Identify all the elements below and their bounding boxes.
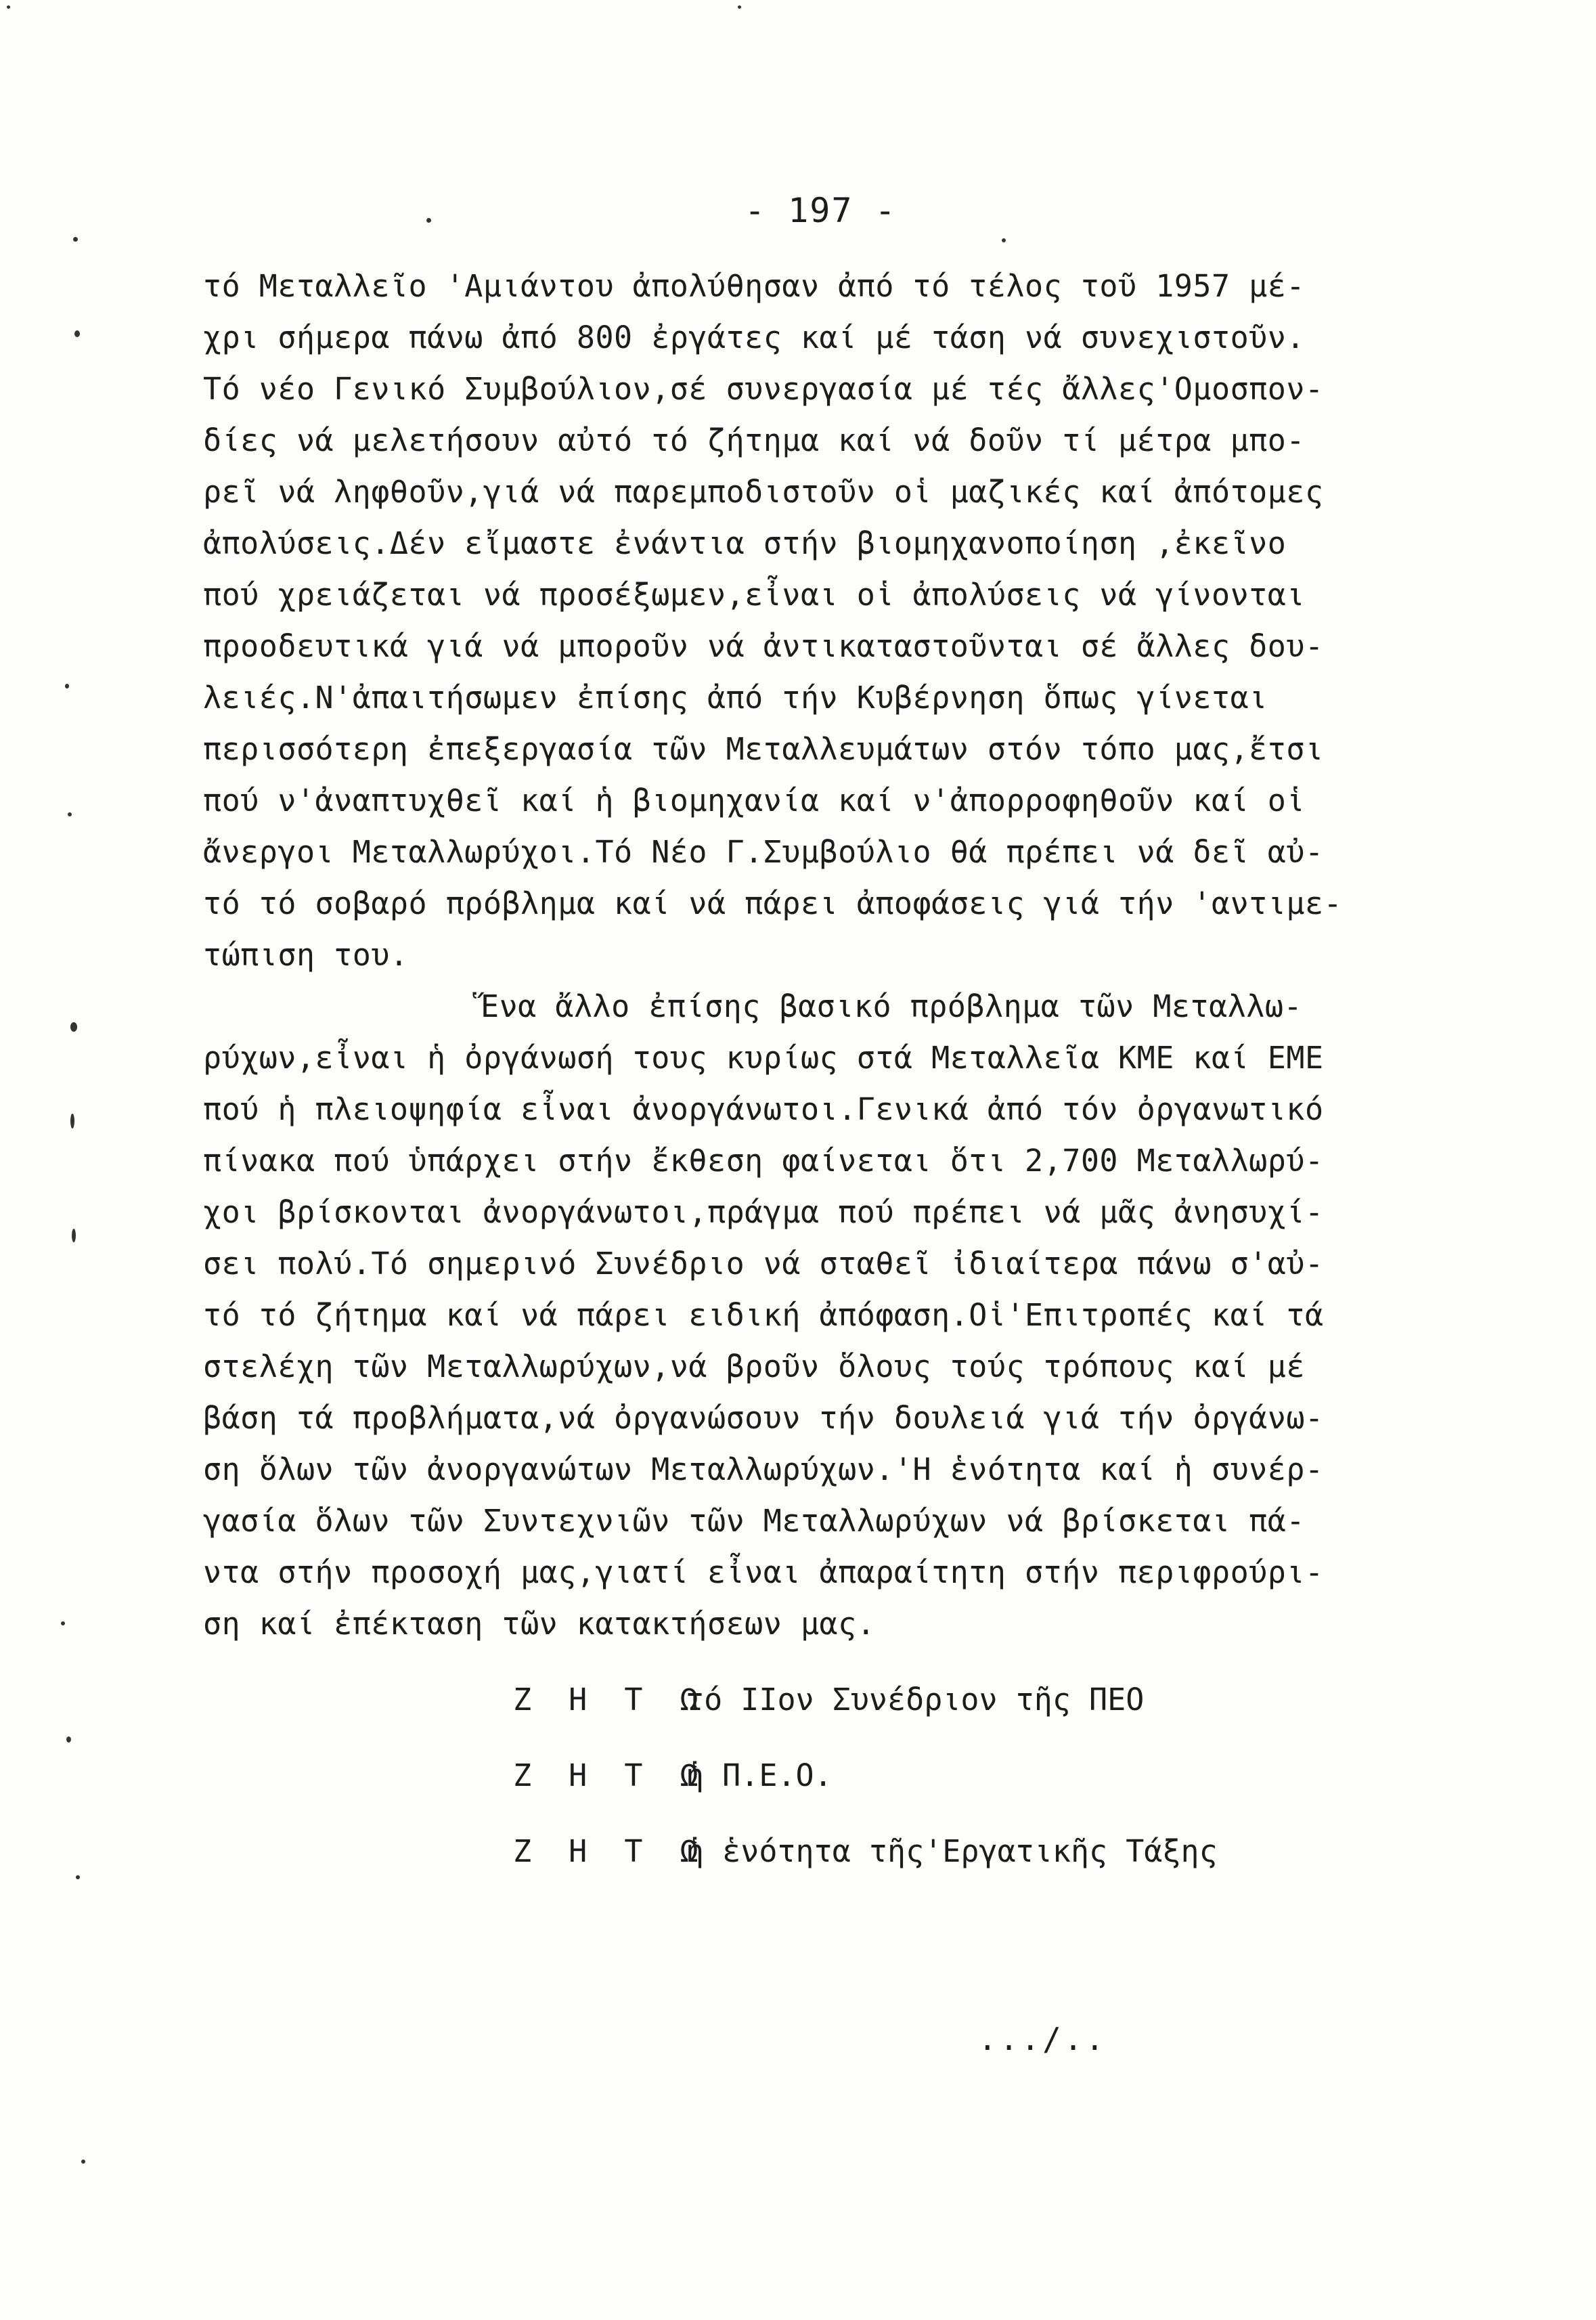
text-line: ση καί ἐπέκταση τῶν κατακτήσεων μας. [203,1606,876,1642]
text-line: σει πολύ.Τό σημερινό Συνέδριο νά σταθεῖ ἰδιαίτερα πάνω σ'αὐ- [203,1246,1324,1282]
text-line: ἀπολύσεις.Δέν εἴμαστε ἐνάντια στήν βιομηχανοποίηση ,ἐκεῖνο [203,525,1287,561]
slogan-text: ἡ ἑνότητα τῆς'Εργατικῆς Τάξης [686,1833,1218,1869]
text-line: περισσότερη ἐπεξεργασία τῶν Μεταλλευμάτων στόν τόπο μας,ἔτσι [203,731,1324,767]
slogan-line [513,1738,1218,1814]
slogan-zito: Ζ Η Τ Ω [513,1833,708,1869]
text-line: χρι σήμερα πάνω ἀπό 800 ἐργάτες καί μέ τάση νά συνεχιστοῦν. [203,320,1305,355]
text-line: τό τό ζήτημα καί νά πάρει ειδική ἀπόφαση.Οἱ'Επιτροπές καί τά [203,1297,1324,1333]
text-line: πού χρειάζεται νά προσέξωμεν,εἶναι οἱ ἀπολύσεις νά γίνονται [203,577,1305,613]
text-line: ντα στήν προσοχή μας,γιατί εἶναι ἀπαραίτητη στήν περιφρούρι- [203,1554,1324,1590]
text-line: Τό νέο Γενικό Συμβούλιον,σέ συνεργασία μέ τές ἄλλες'Ομοσπον- [203,371,1324,407]
scan-speck [73,237,78,242]
paragraph-2 [203,981,1442,1650]
slogan-line [513,1662,1218,1738]
body-text [203,261,1442,1650]
scan-speck [1002,238,1006,242]
text-line: τό τό σοβαρό πρόβλημα καί νά πάρει ἀποφάσεις γιά τήν 'αντιμε- [203,885,1343,921]
text-line: δίες νά μελετήσουν αὐτό τό ζήτημα καί νά δοῦν τί μέτρα μπο- [203,422,1305,458]
slogan-text: ἡ Π.Ε.Ο. [686,1757,833,1793]
text-line: προοδευτικά γιά νά μποροῦν νά ἀντικαταστοῦνται σέ ἄλλες δου- [203,628,1324,664]
text-line: ρεῖ νά ληφθοῦν,γιά νά παρεμποδιστοῦν οἱ μαζικές καί ἀπότομες [203,474,1324,510]
scan-speck [66,1736,71,1743]
slogan-zito: Ζ Η Τ Ω [513,1757,708,1793]
scan-speck [70,1022,77,1032]
scan-speck [738,5,741,9]
slogan-text: τό ΙΙον Συνέδριον τῆς ΠΕΟ [686,1682,1145,1717]
text-line: Ἕνα ἄλλο ἐπίσης βασικό πρόβλημα τῶν Μεταλλω- [481,988,1303,1024]
text-line: ἄνεργοι Μεταλλωρύχοι.Τό Νέο Γ.Συμβούλιο θά πρέπει νά δεῖ αὐ- [203,834,1324,870]
scan-speck [426,218,431,223]
scan-speck [61,1621,65,1625]
text-line: λειές.Ν'ἀπαιτήσωμεν ἐπίσης ἀπό τήν Κυβέρνηση ὅπως γίνεται [203,680,1268,716]
continuation-mark: .../.. [978,2021,1107,2057]
scan-speck [72,1229,76,1242]
text-line: πού ν'ἀναπτυχθεῖ καί ἡ βιομηχανία καί ν'ἀπορροφηθοῦν καί οἱ [203,783,1305,818]
text-line: τώπιση του. [203,937,409,973]
text-line: πίνακα πού ὑπάρχει στήν ἔκθεση φαίνεται ὅτι 2,700 Μεταλλωρύ- [203,1143,1324,1179]
scan-speck [70,1114,74,1129]
text-line: ση ὅλων τῶν ἀνοργανώτων Μεταλλωρύχων.'Η ἑνότητα καί ἡ συνέρ- [203,1451,1324,1487]
scan-speck [65,684,69,688]
slogan-line [513,1814,1218,1889]
scan-speck [74,330,80,337]
scan-speck [7,5,10,9]
text-line: στελέχη τῶν Μεταλλωρύχων,νά βροῦν ὅλους τούς τρόπους καί μέ [203,1349,1305,1384]
page-number: - 197 - [745,191,897,230]
text-line: χοι βρίσκονται ἀνοργάνωτοι,πράγμα πού πρέπει νά μᾶς ἀνησυχί- [203,1194,1324,1230]
text-line: ρύχων,εἶναι ἡ ὀργάνωσή τους κυρίως στά Μεταλλεῖα ΚΜΕ καί ΕΜΕ [203,1040,1324,1076]
scan-speck [81,2160,85,2164]
paragraph-1 [203,261,1442,981]
slogan-list [513,1662,1218,1889]
slogan-zito: Ζ Η Τ Ω [513,1682,708,1717]
scan-speck [76,1875,80,1879]
scan-speck [68,812,72,816]
text-line: πού ἡ πλειοψηφία εἶναι ἀνοργάνωτοι.Γενικά ἀπό τόν ὀργανωτικό [203,1091,1324,1127]
text-line: γασία ὅλων τῶν Συντεχνιῶν τῶν Μεταλλωρύχων νά βρίσκεται πά- [203,1503,1305,1539]
text-line: τό Μεταλλεῖο 'Αμιάντου ἀπολύθησαν ἀπό τό τέλος τοῦ 1957 μέ- [203,268,1305,304]
text-line: βάση τά προβλήματα,νά ὀργανώσουν τήν δουλειά γιά τήν ὀργάνω- [203,1400,1324,1436]
